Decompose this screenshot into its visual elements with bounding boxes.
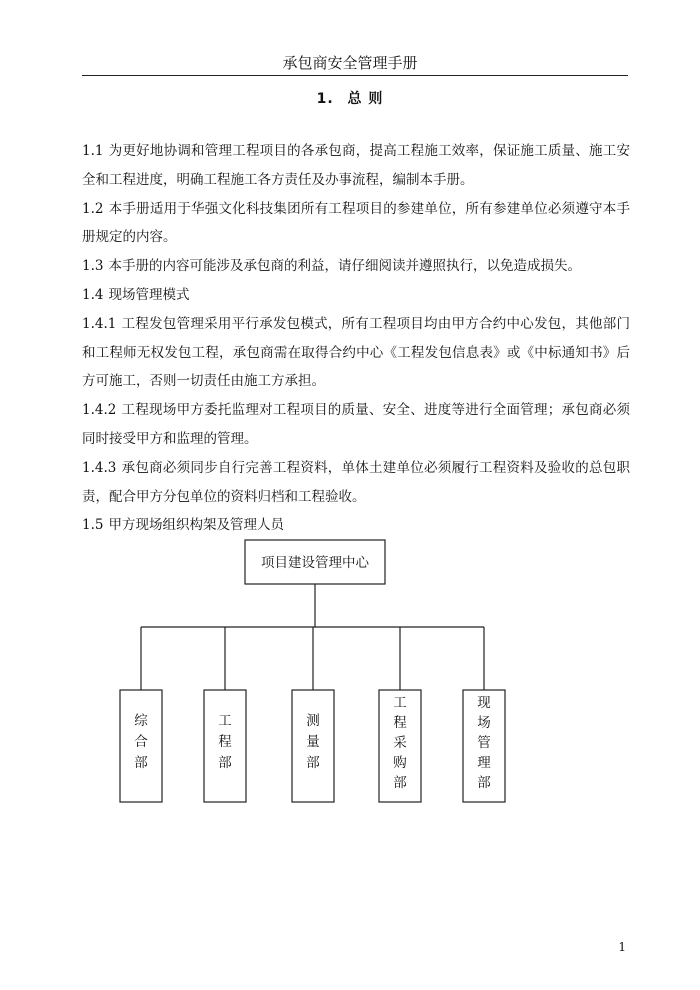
- paragraph-1-5: [82, 511, 630, 540]
- paragraph-1-1: [82, 137, 630, 195]
- section-number: 1.4.1: [82, 315, 117, 332]
- dept-4-char: 工: [393, 695, 407, 711]
- org-dept-box-2: [204, 690, 246, 802]
- section-number: 1.2: [82, 200, 104, 217]
- dept-3-char: 测: [306, 713, 320, 729]
- paragraph-text: 本手册适用于华强文化科技集团所有工程项目的参建单位，所有参建单位必须遵守本手册规定的内容。: [82, 200, 630, 246]
- org-root-label: 项目建设管理中心: [261, 555, 369, 571]
- dept-5-char: 理: [477, 755, 491, 771]
- dept-2-char: 工: [218, 713, 232, 729]
- dept-2-char: 部: [218, 755, 232, 771]
- dept-4-char: 部: [393, 775, 407, 791]
- dept-5-char: 场: [477, 715, 491, 731]
- dept-3-char: 部: [306, 755, 320, 771]
- dept-4-char: 采: [393, 735, 407, 751]
- section-number: 1.3: [82, 258, 104, 275]
- dept-1-char: 部: [134, 755, 148, 771]
- section-number: 1.5: [82, 517, 104, 534]
- dept-3-char: 量: [306, 734, 320, 750]
- section-number: 1.1: [82, 143, 104, 159]
- dept-1-char: 综: [134, 713, 148, 729]
- document-body: [82, 137, 630, 540]
- paragraph-text: 甲方现场组织构架及管理人员: [108, 517, 284, 534]
- paragraph-text: 工程发包管理采用平行承发包模式，所有工程项目均由甲方合约中心发包，其他部门和工程师无权发包工程，承包商需在取得合约中心《工程发包信息表》或《中标通知书》后方可施工，否则一切责任由施工方承担。: [82, 315, 630, 390]
- paragraph-text: 本手册的内容可能涉及承包商的利益，请仔细阅读并遵照执行，以免造成损失。: [108, 258, 581, 275]
- dept-5-char: 现: [477, 695, 491, 711]
- org-dept-box-4: [379, 690, 421, 802]
- dept-2-char: 程: [218, 734, 232, 750]
- dept-4-char: 购: [393, 755, 407, 771]
- dept-5-char: 部: [477, 775, 491, 791]
- section-number: 1.4: [82, 286, 104, 303]
- page-number: 1: [618, 940, 626, 954]
- chapter-number: 1.: [316, 91, 334, 107]
- org-root-box: [245, 540, 385, 584]
- dept-4-char: 程: [393, 715, 407, 731]
- paragraph-1-2: [82, 195, 630, 253]
- header-divider: [82, 75, 628, 76]
- org-dept-box-5: [463, 690, 505, 802]
- dept-1-char: 合: [134, 734, 148, 750]
- paragraph-1-4-2: [82, 396, 630, 454]
- section-number: 1.4.2: [82, 402, 117, 419]
- paragraph-1-3: [82, 252, 630, 281]
- paragraph-text: 承包商必须同步自行完善工程资料，单体土建单位必须履行工程资料及验收的总包职责，配合甲方分包单位的资料归档和工程验收。: [82, 459, 630, 505]
- paragraph-1-4: [82, 281, 630, 310]
- paragraph-text: 现场管理模式: [108, 286, 190, 303]
- paragraph-text: 为更好地协调和管理工程项目的各承包商，提高工程施工效率，保证施工质量、施工安全和工程进度，明确工程施工各方责任及办事流程，编制本手册。: [82, 143, 630, 188]
- section-number: 1.4.3: [82, 459, 117, 476]
- paragraph-text: 工程现场甲方委托监理对工程项目的质量、安全、进度等进行全面管理；承包商必须同时接受甲方和监理的管理。: [82, 402, 630, 447]
- document-header-title: 承包商安全管理手册: [282, 54, 418, 72]
- chapter-heading: [0, 88, 700, 108]
- org-dept-box-3: [292, 690, 334, 802]
- paragraph-1-4-1: [82, 310, 630, 396]
- dept-5-char: 管: [477, 735, 491, 751]
- org-dept-box-1: [120, 690, 162, 802]
- paragraph-1-4-3: [82, 454, 630, 512]
- chapter-title: 总 则: [347, 91, 384, 107]
